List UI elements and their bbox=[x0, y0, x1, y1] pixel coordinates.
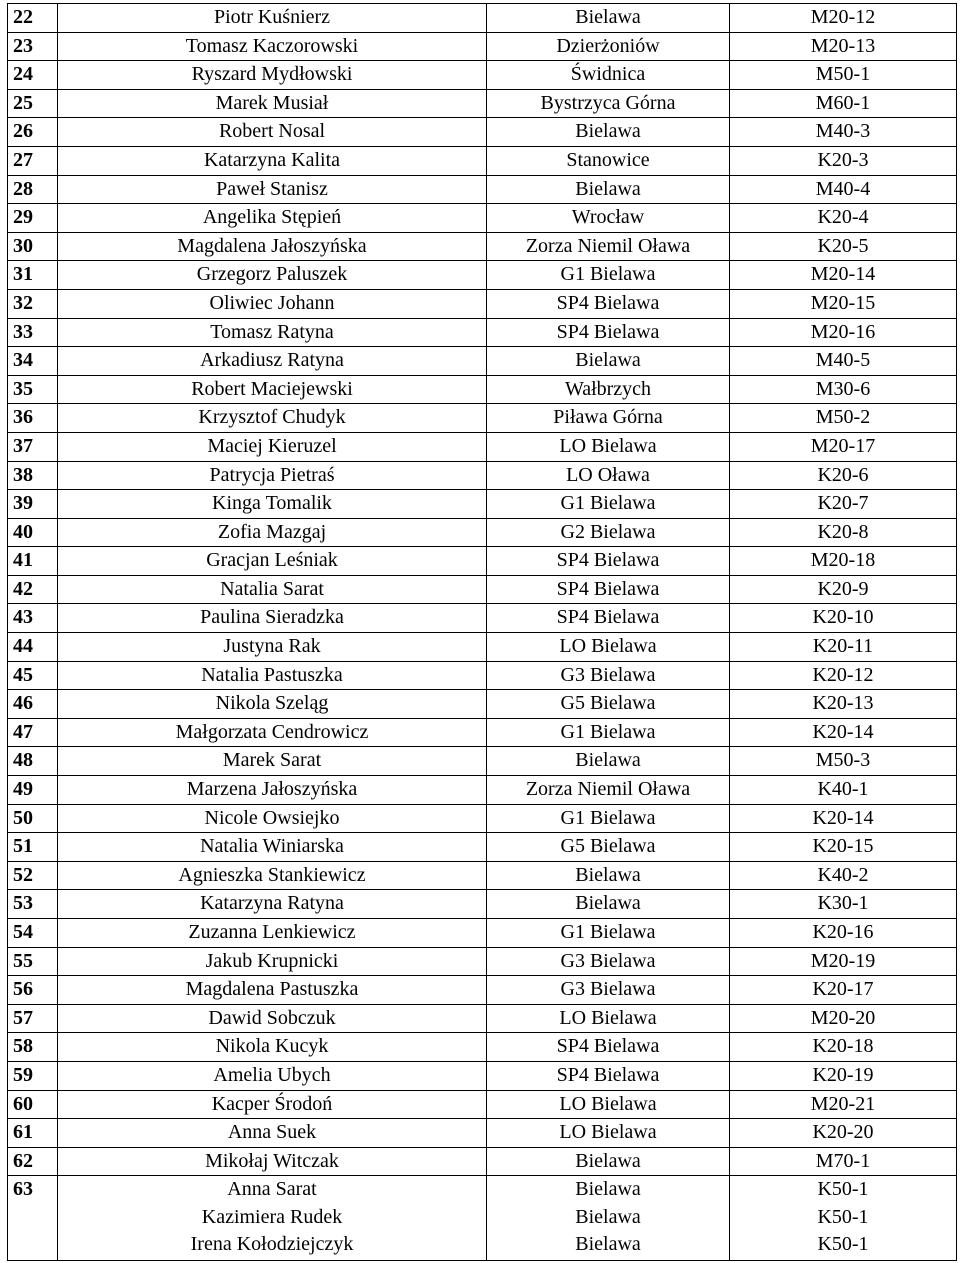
participant-name: Justyna Rak bbox=[58, 633, 487, 662]
participant-name: Amelia Ubych bbox=[58, 1061, 487, 1090]
participant-category: K40-1 bbox=[730, 776, 957, 805]
table-row bbox=[8, 461, 957, 490]
participant-category: M20-19 bbox=[730, 947, 957, 976]
participant-city: SP4 Bielawa bbox=[487, 547, 730, 576]
participant-city: Zorza Niemil Oława bbox=[487, 232, 730, 261]
row-number: 39 bbox=[8, 490, 58, 519]
participant-category: M60-1 bbox=[730, 89, 957, 118]
participant-name-line: Irena Kołodziejczyk bbox=[190, 1233, 354, 1256]
table-row bbox=[8, 404, 957, 433]
participant-city: G1 Bielawa bbox=[487, 490, 730, 519]
participant-category: M70-1 bbox=[730, 1147, 957, 1176]
participant-name: Zuzanna Lenkiewicz bbox=[58, 919, 487, 948]
participant-category: K20-6 bbox=[730, 461, 957, 490]
participant-city: SP4 Bielawa bbox=[487, 318, 730, 347]
participant-city: LO Bielawa bbox=[487, 1090, 730, 1119]
table-row bbox=[8, 32, 957, 61]
row-number: 23 bbox=[8, 32, 58, 61]
table-row-group bbox=[8, 1176, 957, 1261]
participant-name: Paulina Sieradzka bbox=[58, 604, 487, 633]
row-number: 56 bbox=[8, 976, 58, 1005]
table-row bbox=[8, 776, 957, 805]
participant-city: G3 Bielawa bbox=[487, 976, 730, 1005]
participant-category: K20-7 bbox=[730, 490, 957, 519]
participant-name: Piotr Kuśnierz bbox=[58, 4, 487, 33]
row-number: 49 bbox=[8, 776, 58, 805]
table-row bbox=[8, 833, 957, 862]
table-row bbox=[8, 661, 957, 690]
row-number: 52 bbox=[8, 861, 58, 890]
participant-city: Bielawa bbox=[487, 347, 730, 376]
participant-category: K20-20 bbox=[730, 1119, 957, 1148]
row-number: 51 bbox=[8, 833, 58, 862]
row-number: 61 bbox=[8, 1119, 58, 1148]
row-number: 43 bbox=[8, 604, 58, 633]
row-number: 63 bbox=[8, 1176, 58, 1261]
participant-city-line: Bielawa bbox=[575, 1233, 641, 1256]
row-number: 33 bbox=[8, 318, 58, 347]
participant-name: Ryszard Mydłowski bbox=[58, 61, 487, 90]
participant-city: Bielawa bbox=[487, 175, 730, 204]
participant-category: K20-10 bbox=[730, 604, 957, 633]
participant-city: SP4 Bielawa bbox=[487, 604, 730, 633]
participant-city: G1 Bielawa bbox=[487, 919, 730, 948]
participant-name: Tomasz Ratyna bbox=[58, 318, 487, 347]
table-row bbox=[8, 1061, 957, 1090]
row-number: 41 bbox=[8, 547, 58, 576]
participant-category: K20-14 bbox=[730, 804, 957, 833]
participant-category: M40-3 bbox=[730, 118, 957, 147]
row-number: 47 bbox=[8, 718, 58, 747]
participant-city: G2 Bielawa bbox=[487, 518, 730, 547]
participant-name: Nicole Owsiejko bbox=[58, 804, 487, 833]
participant-category: M20-15 bbox=[730, 289, 957, 318]
row-number: 26 bbox=[8, 118, 58, 147]
participant-category: M50-2 bbox=[730, 404, 957, 433]
participant-name: Mikołaj Witczak bbox=[58, 1147, 487, 1176]
participant-city: SP4 Bielawa bbox=[487, 289, 730, 318]
table-row bbox=[8, 1004, 957, 1033]
participant-category: K20-19 bbox=[730, 1061, 957, 1090]
table-row bbox=[8, 490, 957, 519]
participant-name: Jakub Krupnicki bbox=[58, 947, 487, 976]
participant-city: LO Bielawa bbox=[487, 1119, 730, 1148]
row-number: 42 bbox=[8, 575, 58, 604]
participant-name: Katarzyna Kalita bbox=[58, 146, 487, 175]
table-row bbox=[8, 146, 957, 175]
participant-category: M20-16 bbox=[730, 318, 957, 347]
row-number: 40 bbox=[8, 518, 58, 547]
table-row bbox=[8, 518, 957, 547]
participant-city: LO Bielawa bbox=[487, 633, 730, 662]
participant-category: M30-6 bbox=[730, 375, 957, 404]
participant-category: M40-4 bbox=[730, 175, 957, 204]
participant-name: Robert Maciejewski bbox=[58, 375, 487, 404]
participant-name: Nikola Kucyk bbox=[58, 1033, 487, 1062]
row-number: 36 bbox=[8, 404, 58, 433]
participant-name: Magdalena Pastuszka bbox=[58, 976, 487, 1005]
row-number: 62 bbox=[8, 1147, 58, 1176]
participant-category: K20-11 bbox=[730, 633, 957, 662]
results-table bbox=[7, 3, 957, 1261]
participant-city: G1 Bielawa bbox=[487, 718, 730, 747]
participant-city: G5 Bielawa bbox=[487, 833, 730, 862]
participant-category: K20-4 bbox=[730, 204, 957, 233]
table-row bbox=[8, 232, 957, 261]
participant-name: Robert Nosal bbox=[58, 118, 487, 147]
participant-name: Krzysztof Chudyk bbox=[58, 404, 487, 433]
participant-city: LO Bielawa bbox=[487, 1004, 730, 1033]
row-number: 31 bbox=[8, 261, 58, 290]
participant-city: Bielawa bbox=[487, 890, 730, 919]
table-row bbox=[8, 575, 957, 604]
table-row bbox=[8, 4, 957, 33]
table-row bbox=[8, 718, 957, 747]
participant-city: G1 Bielawa bbox=[487, 804, 730, 833]
participant-name: Agnieszka Stankiewicz bbox=[58, 861, 487, 890]
row-number: 22 bbox=[8, 4, 58, 33]
participant-name: Magdalena Jałoszyńska bbox=[58, 232, 487, 261]
participant-category: M40-5 bbox=[730, 347, 957, 376]
participant-name: Natalia Winiarska bbox=[58, 833, 487, 862]
participant-category: K20-15 bbox=[730, 833, 957, 862]
participant-city: Bielawa bbox=[487, 118, 730, 147]
table-row bbox=[8, 861, 957, 890]
participant-name: Tomasz Kaczorowski bbox=[58, 32, 487, 61]
participant-category-line: K50-1 bbox=[817, 1205, 869, 1228]
row-number: 25 bbox=[8, 89, 58, 118]
participant-category-line: K50-1 bbox=[817, 1233, 869, 1256]
participant-city: Bielawa bbox=[487, 747, 730, 776]
participant-city: Świdnica bbox=[487, 61, 730, 90]
participant-category: K20-13 bbox=[730, 690, 957, 719]
participant-category-line: K50-1 bbox=[817, 1178, 869, 1201]
table-row bbox=[8, 118, 957, 147]
participant-category: M20-20 bbox=[730, 1004, 957, 1033]
participant-city-line: Bielawa bbox=[575, 1178, 641, 1201]
row-number: 30 bbox=[8, 232, 58, 261]
participant-city: SP4 Bielawa bbox=[487, 575, 730, 604]
row-number: 38 bbox=[8, 461, 58, 490]
table-row bbox=[8, 947, 957, 976]
participant-name: Grzegorz Paluszek bbox=[58, 261, 487, 290]
participant-name: Nikola Szeląg bbox=[58, 690, 487, 719]
table-row bbox=[8, 347, 957, 376]
table-row bbox=[8, 318, 957, 347]
participant-name: Marek Sarat bbox=[58, 747, 487, 776]
participant-city: Wrocław bbox=[487, 204, 730, 233]
participant-category: K20-14 bbox=[730, 718, 957, 747]
participant-name: Patrycja Pietraś bbox=[58, 461, 487, 490]
participant-category: M20-18 bbox=[730, 547, 957, 576]
table-row bbox=[8, 919, 957, 948]
table-row bbox=[8, 633, 957, 662]
table-row bbox=[8, 204, 957, 233]
row-number: 58 bbox=[8, 1033, 58, 1062]
table-row bbox=[8, 604, 957, 633]
participant-name: Marzena Jałoszyńska bbox=[58, 776, 487, 805]
row-number: 57 bbox=[8, 1004, 58, 1033]
row-number: 54 bbox=[8, 919, 58, 948]
row-number: 28 bbox=[8, 175, 58, 204]
row-number: 37 bbox=[8, 432, 58, 461]
table-row bbox=[8, 375, 957, 404]
participant-city: Bielawa bbox=[487, 861, 730, 890]
participant-city: SP4 Bielawa bbox=[487, 1061, 730, 1090]
participant-category: K30-1 bbox=[730, 890, 957, 919]
participant-name: Kinga Tomalik bbox=[58, 490, 487, 519]
participant-city: Piława Górna bbox=[487, 404, 730, 433]
participant-category: K20-8 bbox=[730, 518, 957, 547]
participant-city: Bielawa bbox=[487, 1147, 730, 1176]
participant-city: SP4 Bielawa bbox=[487, 1033, 730, 1062]
participant-city: G3 Bielawa bbox=[487, 661, 730, 690]
participant-city: LO Bielawa bbox=[487, 432, 730, 461]
participant-city: Wałbrzych bbox=[487, 375, 730, 404]
participant-city-line: Bielawa bbox=[575, 1205, 641, 1228]
table-row bbox=[8, 890, 957, 919]
participant-category: M20-12 bbox=[730, 4, 957, 33]
participant-city: G5 Bielawa bbox=[487, 690, 730, 719]
participant-name-list bbox=[58, 1176, 487, 1261]
table-row bbox=[8, 61, 957, 90]
participant-name: Paweł Stanisz bbox=[58, 175, 487, 204]
participant-city: Stanowice bbox=[487, 146, 730, 175]
table-row bbox=[8, 1090, 957, 1119]
participant-category: M20-13 bbox=[730, 32, 957, 61]
participant-name: Oliwiec Johann bbox=[58, 289, 487, 318]
table-row bbox=[8, 747, 957, 776]
row-number: 60 bbox=[8, 1090, 58, 1119]
row-number: 32 bbox=[8, 289, 58, 318]
participant-category: K20-12 bbox=[730, 661, 957, 690]
participant-category: M20-14 bbox=[730, 261, 957, 290]
table-row bbox=[8, 1119, 957, 1148]
table-row bbox=[8, 261, 957, 290]
participant-city: G1 Bielawa bbox=[487, 261, 730, 290]
table-row bbox=[8, 547, 957, 576]
participant-name: Arkadiusz Ratyna bbox=[58, 347, 487, 376]
participant-name-line: Anna Sarat bbox=[227, 1178, 317, 1201]
row-number: 46 bbox=[8, 690, 58, 719]
row-number: 55 bbox=[8, 947, 58, 976]
participant-category: K20-5 bbox=[730, 232, 957, 261]
participant-city: Zorza Niemil Oława bbox=[487, 776, 730, 805]
row-number: 29 bbox=[8, 204, 58, 233]
table-row bbox=[8, 690, 957, 719]
table-row bbox=[8, 1033, 957, 1062]
participant-category: M50-3 bbox=[730, 747, 957, 776]
table-row bbox=[8, 976, 957, 1005]
participant-category: M20-21 bbox=[730, 1090, 957, 1119]
participant-name: Natalia Sarat bbox=[58, 575, 487, 604]
table-row bbox=[8, 1147, 957, 1176]
row-number: 24 bbox=[8, 61, 58, 90]
row-number: 45 bbox=[8, 661, 58, 690]
participant-name: Anna Suek bbox=[58, 1119, 487, 1148]
row-number: 50 bbox=[8, 804, 58, 833]
participant-name: Natalia Pastuszka bbox=[58, 661, 487, 690]
participant-city: G3 Bielawa bbox=[487, 947, 730, 976]
row-number: 53 bbox=[8, 890, 58, 919]
participant-category: K40-2 bbox=[730, 861, 957, 890]
table-row bbox=[8, 804, 957, 833]
participant-name: Kacper Środoń bbox=[58, 1090, 487, 1119]
participant-category: K20-9 bbox=[730, 575, 957, 604]
participant-category: K20-16 bbox=[730, 919, 957, 948]
row-number: 44 bbox=[8, 633, 58, 662]
table-row bbox=[8, 175, 957, 204]
participant-category: K20-18 bbox=[730, 1033, 957, 1062]
participant-category: M50-1 bbox=[730, 61, 957, 90]
row-number: 59 bbox=[8, 1061, 58, 1090]
row-number: 27 bbox=[8, 146, 58, 175]
participant-name: Katarzyna Ratyna bbox=[58, 890, 487, 919]
participant-category: K20-3 bbox=[730, 146, 957, 175]
participant-name: Dawid Sobczuk bbox=[58, 1004, 487, 1033]
participant-city: Dzierżoniów bbox=[487, 32, 730, 61]
participant-name: Małgorzata Cendrowicz bbox=[58, 718, 487, 747]
participant-category-list bbox=[730, 1176, 957, 1261]
row-number: 35 bbox=[8, 375, 58, 404]
results-table-body bbox=[8, 4, 957, 1261]
row-number: 48 bbox=[8, 747, 58, 776]
participant-city-list bbox=[487, 1176, 730, 1261]
participant-name: Maciej Kieruzel bbox=[58, 432, 487, 461]
participant-name: Marek Musiał bbox=[58, 89, 487, 118]
row-number: 34 bbox=[8, 347, 58, 376]
table-row bbox=[8, 89, 957, 118]
participant-name-line: Kazimiera Rudek bbox=[201, 1205, 343, 1228]
participant-name: Gracjan Leśniak bbox=[58, 547, 487, 576]
table-row bbox=[8, 289, 957, 318]
table-row bbox=[8, 432, 957, 461]
participant-city: LO Oława bbox=[487, 461, 730, 490]
participant-city: Bystrzyca Górna bbox=[487, 89, 730, 118]
participant-name: Zofia Mazgaj bbox=[58, 518, 487, 547]
participant-category: K20-17 bbox=[730, 976, 957, 1005]
participant-category: M20-17 bbox=[730, 432, 957, 461]
participant-name: Angelika Stępień bbox=[58, 204, 487, 233]
participant-city: Bielawa bbox=[487, 4, 730, 33]
